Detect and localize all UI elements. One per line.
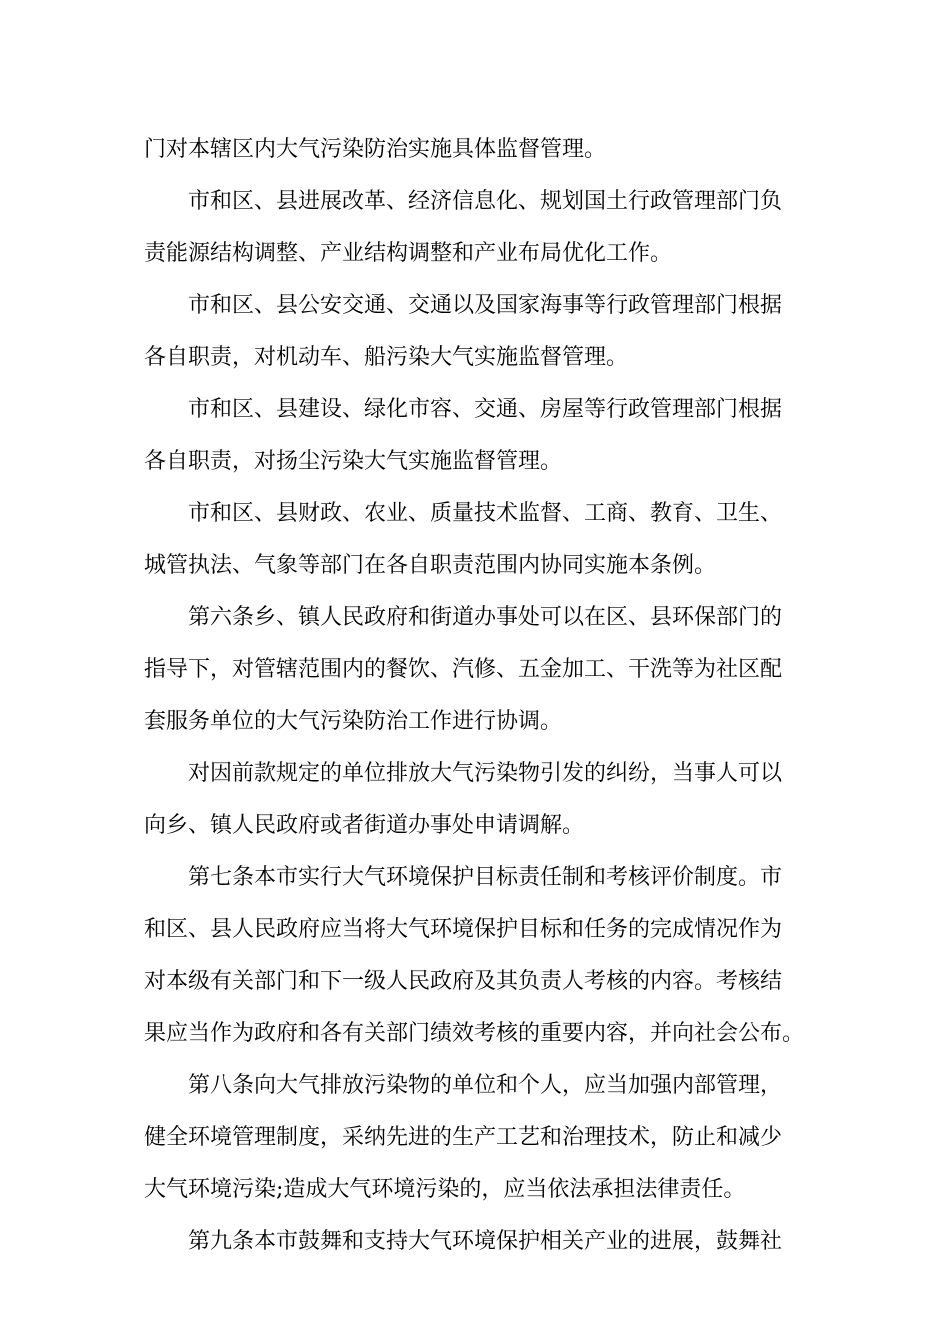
- text-line: 和区、县人民政府应当将大气环境保护目标和任务的完成情况作为: [144, 917, 783, 942]
- text-line: 第六条乡、镇人民政府和街道办事处可以在区、县环保部门的: [188, 605, 783, 630]
- text-line: 各自职责，对扬尘污染大气实施监督管理。: [144, 449, 563, 474]
- text-line: 第七条本市实行大气环境保护目标责任制和考核评价制度。市: [188, 865, 783, 890]
- text-line: 大气环境污染;造成大气环境污染的，应当依法承担法律责任。: [144, 1177, 746, 1202]
- text-line: 第八条向大气排放污染物的单位和个人，应当加强内部管理，: [188, 1073, 783, 1098]
- text-line: 第九条本市鼓舞和支持大气环境保护相关产业的进展，鼓舞社: [188, 1229, 783, 1254]
- text-line: 城管执法、气象等部门在各自职责范围内协同实施本条例。: [144, 553, 717, 578]
- text-line: 市和区、县财政、农业、质量技术监督、工商、教育、卫生、: [188, 501, 783, 526]
- text-line: 指导下，对管辖范围内的餐饮、汽修、五金加工、干洗等为社区配: [144, 657, 783, 682]
- text-line: 市和区、县建设、绿化市容、交通、房屋等行政管理部门根据: [188, 397, 783, 422]
- text-line: 各自职责，对机动车、船污染大气实施监督管理。: [144, 345, 629, 370]
- document-body: [144, 124, 808, 1268]
- text-line: 健全环境管理制度，采纳先进的生产工艺和治理技术，防止和减少: [144, 1125, 783, 1150]
- text-line: 责能源结构调整、产业结构调整和产业布局优化工作。: [144, 241, 673, 266]
- text-line: 门对本辖区内大气污染防治实施具体监督管理。: [144, 137, 607, 162]
- text-line: 向乡、镇人民政府或者街道办事处申请调解。: [144, 813, 585, 838]
- text-line: 市和区、县公安交通、交通以及国家海事等行政管理部门根据: [188, 293, 783, 318]
- text-line: 对本级有关部门和下一级人民政府及其负责人考核的内容。考核结: [144, 969, 783, 994]
- text-line: 果应当作为政府和各有关部门绩效考核的重要内容，并向社会公布。: [144, 1021, 805, 1046]
- text-line: 市和区、县进展改革、经济信息化、规划国土行政管理部门负: [188, 189, 783, 214]
- text-line: 对因前款规定的单位排放大气污染物引发的纠纷，当事人可以: [188, 761, 783, 786]
- text-line: 套服务单位的大气污染防治工作进行协调。: [144, 709, 563, 734]
